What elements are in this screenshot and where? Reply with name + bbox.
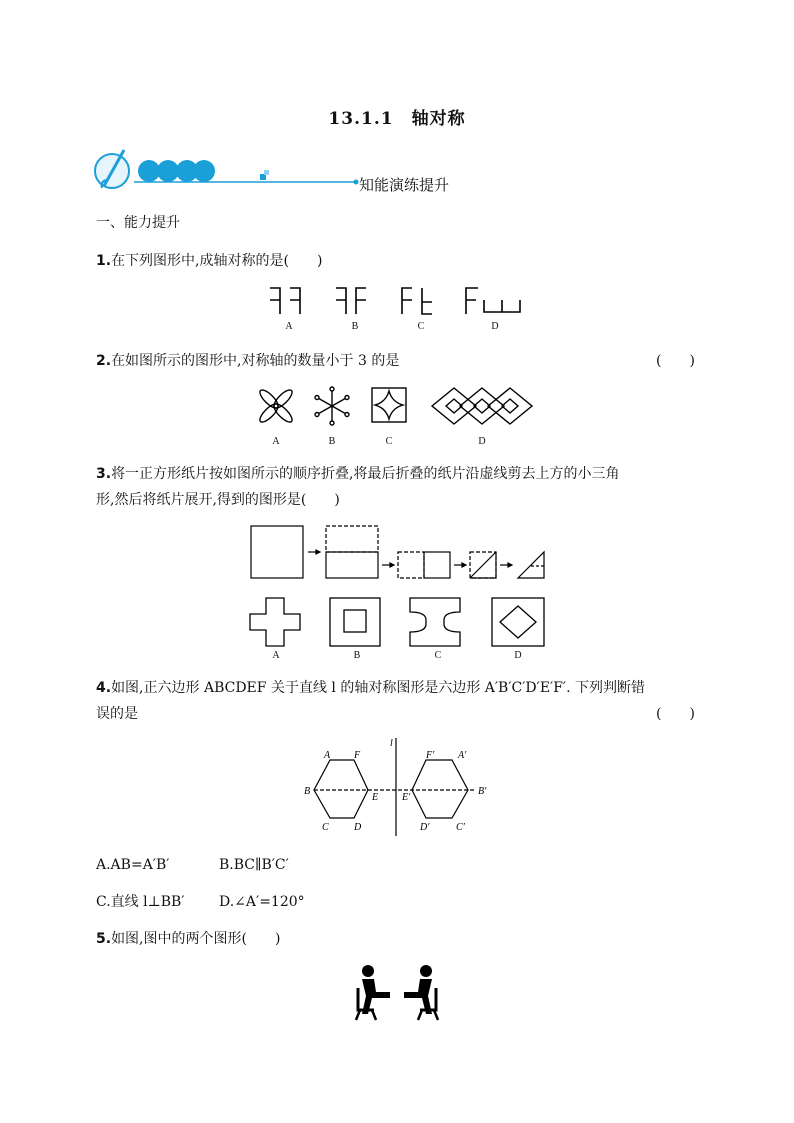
- label-b-prime: B′: [478, 786, 487, 797]
- q2-option-d: D: [478, 436, 486, 447]
- label-a: A: [324, 750, 331, 761]
- q1-option-b: B: [351, 321, 359, 332]
- q3-folding-figure: [248, 522, 548, 584]
- label-c-prime: C′: [456, 822, 465, 833]
- page-title: 13.1.1 轴对称: [328, 109, 466, 129]
- q1-option-d: D: [491, 321, 499, 332]
- section-heading: 一、能力提升: [96, 215, 180, 231]
- question-text-line1: 将一正方形纸片按如图所示的顺序折叠,将最后折叠的纸片沿虚线剪去上方的小三角: [111, 466, 620, 482]
- q2-option-a: A: [272, 436, 280, 447]
- q1-option-c: C: [417, 321, 425, 332]
- question-text-line2: 误的是: [96, 706, 138, 722]
- answer-paren: ( ): [656, 706, 695, 722]
- q3-options-figure: [248, 596, 548, 648]
- question-2: [96, 350, 399, 372]
- question-text: 如图,图中的两个图形( ): [111, 931, 281, 947]
- q3-option-b: B: [353, 650, 361, 661]
- label-d: D: [354, 822, 362, 833]
- question-number: 4.: [96, 680, 112, 696]
- answer-paren: ( ): [656, 353, 695, 369]
- q2-figure: [256, 384, 546, 430]
- choice-a: A.AB=A′B′: [96, 857, 170, 873]
- q1-option-a: A: [285, 321, 293, 332]
- choice-c: C.直线 l⊥BB′: [96, 894, 185, 910]
- label-e-prime: E′: [402, 792, 411, 803]
- choice-b: B.BC∥B′C′: [219, 857, 289, 873]
- question-1: [96, 250, 322, 272]
- question-text-line2: 形,然后将纸片展开,得到的图形是( ): [96, 492, 340, 508]
- label-f-prime: F′: [426, 750, 435, 761]
- q1-figure: [262, 284, 532, 320]
- q2-option-b: B: [328, 436, 336, 447]
- label-a-prime: A′: [458, 750, 467, 761]
- q2-option-c: C: [385, 436, 393, 447]
- question-number: 5.: [96, 931, 112, 947]
- label-e: E: [372, 792, 379, 803]
- choice-d: D.∠A′=120°: [219, 894, 305, 910]
- question-5: [96, 928, 280, 950]
- banner-label: 知能演练提升: [359, 176, 450, 194]
- question-number: 2.: [96, 353, 112, 369]
- q4-hexagon-figure: [296, 734, 496, 838]
- question-text: 在如图所示的图形中,对称轴的数量小于 3 的是: [111, 353, 400, 369]
- q3-option-c: C: [434, 650, 442, 661]
- q3-option-d: D: [514, 650, 522, 661]
- label-c: C: [322, 822, 329, 833]
- q3-option-a: A: [272, 650, 280, 661]
- question-text: 在下列图形中,成轴对称的是( ): [111, 253, 323, 269]
- question-4: [96, 677, 706, 725]
- label-f: F: [354, 750, 361, 761]
- label-d-prime: D′: [420, 822, 430, 833]
- label-l: l: [390, 738, 393, 749]
- question-text-line1: 如图,正六边形 ABCDEF 关于直线 l 的轴对称图形是六边形 A′B′C′D′E′F′. 下列判断错: [111, 680, 646, 696]
- q5-seated-figures: [350, 962, 444, 1024]
- question-3: [96, 463, 706, 511]
- label-b: B: [304, 786, 311, 797]
- question-number: 1.: [96, 253, 112, 269]
- question-number: 3.: [96, 466, 112, 482]
